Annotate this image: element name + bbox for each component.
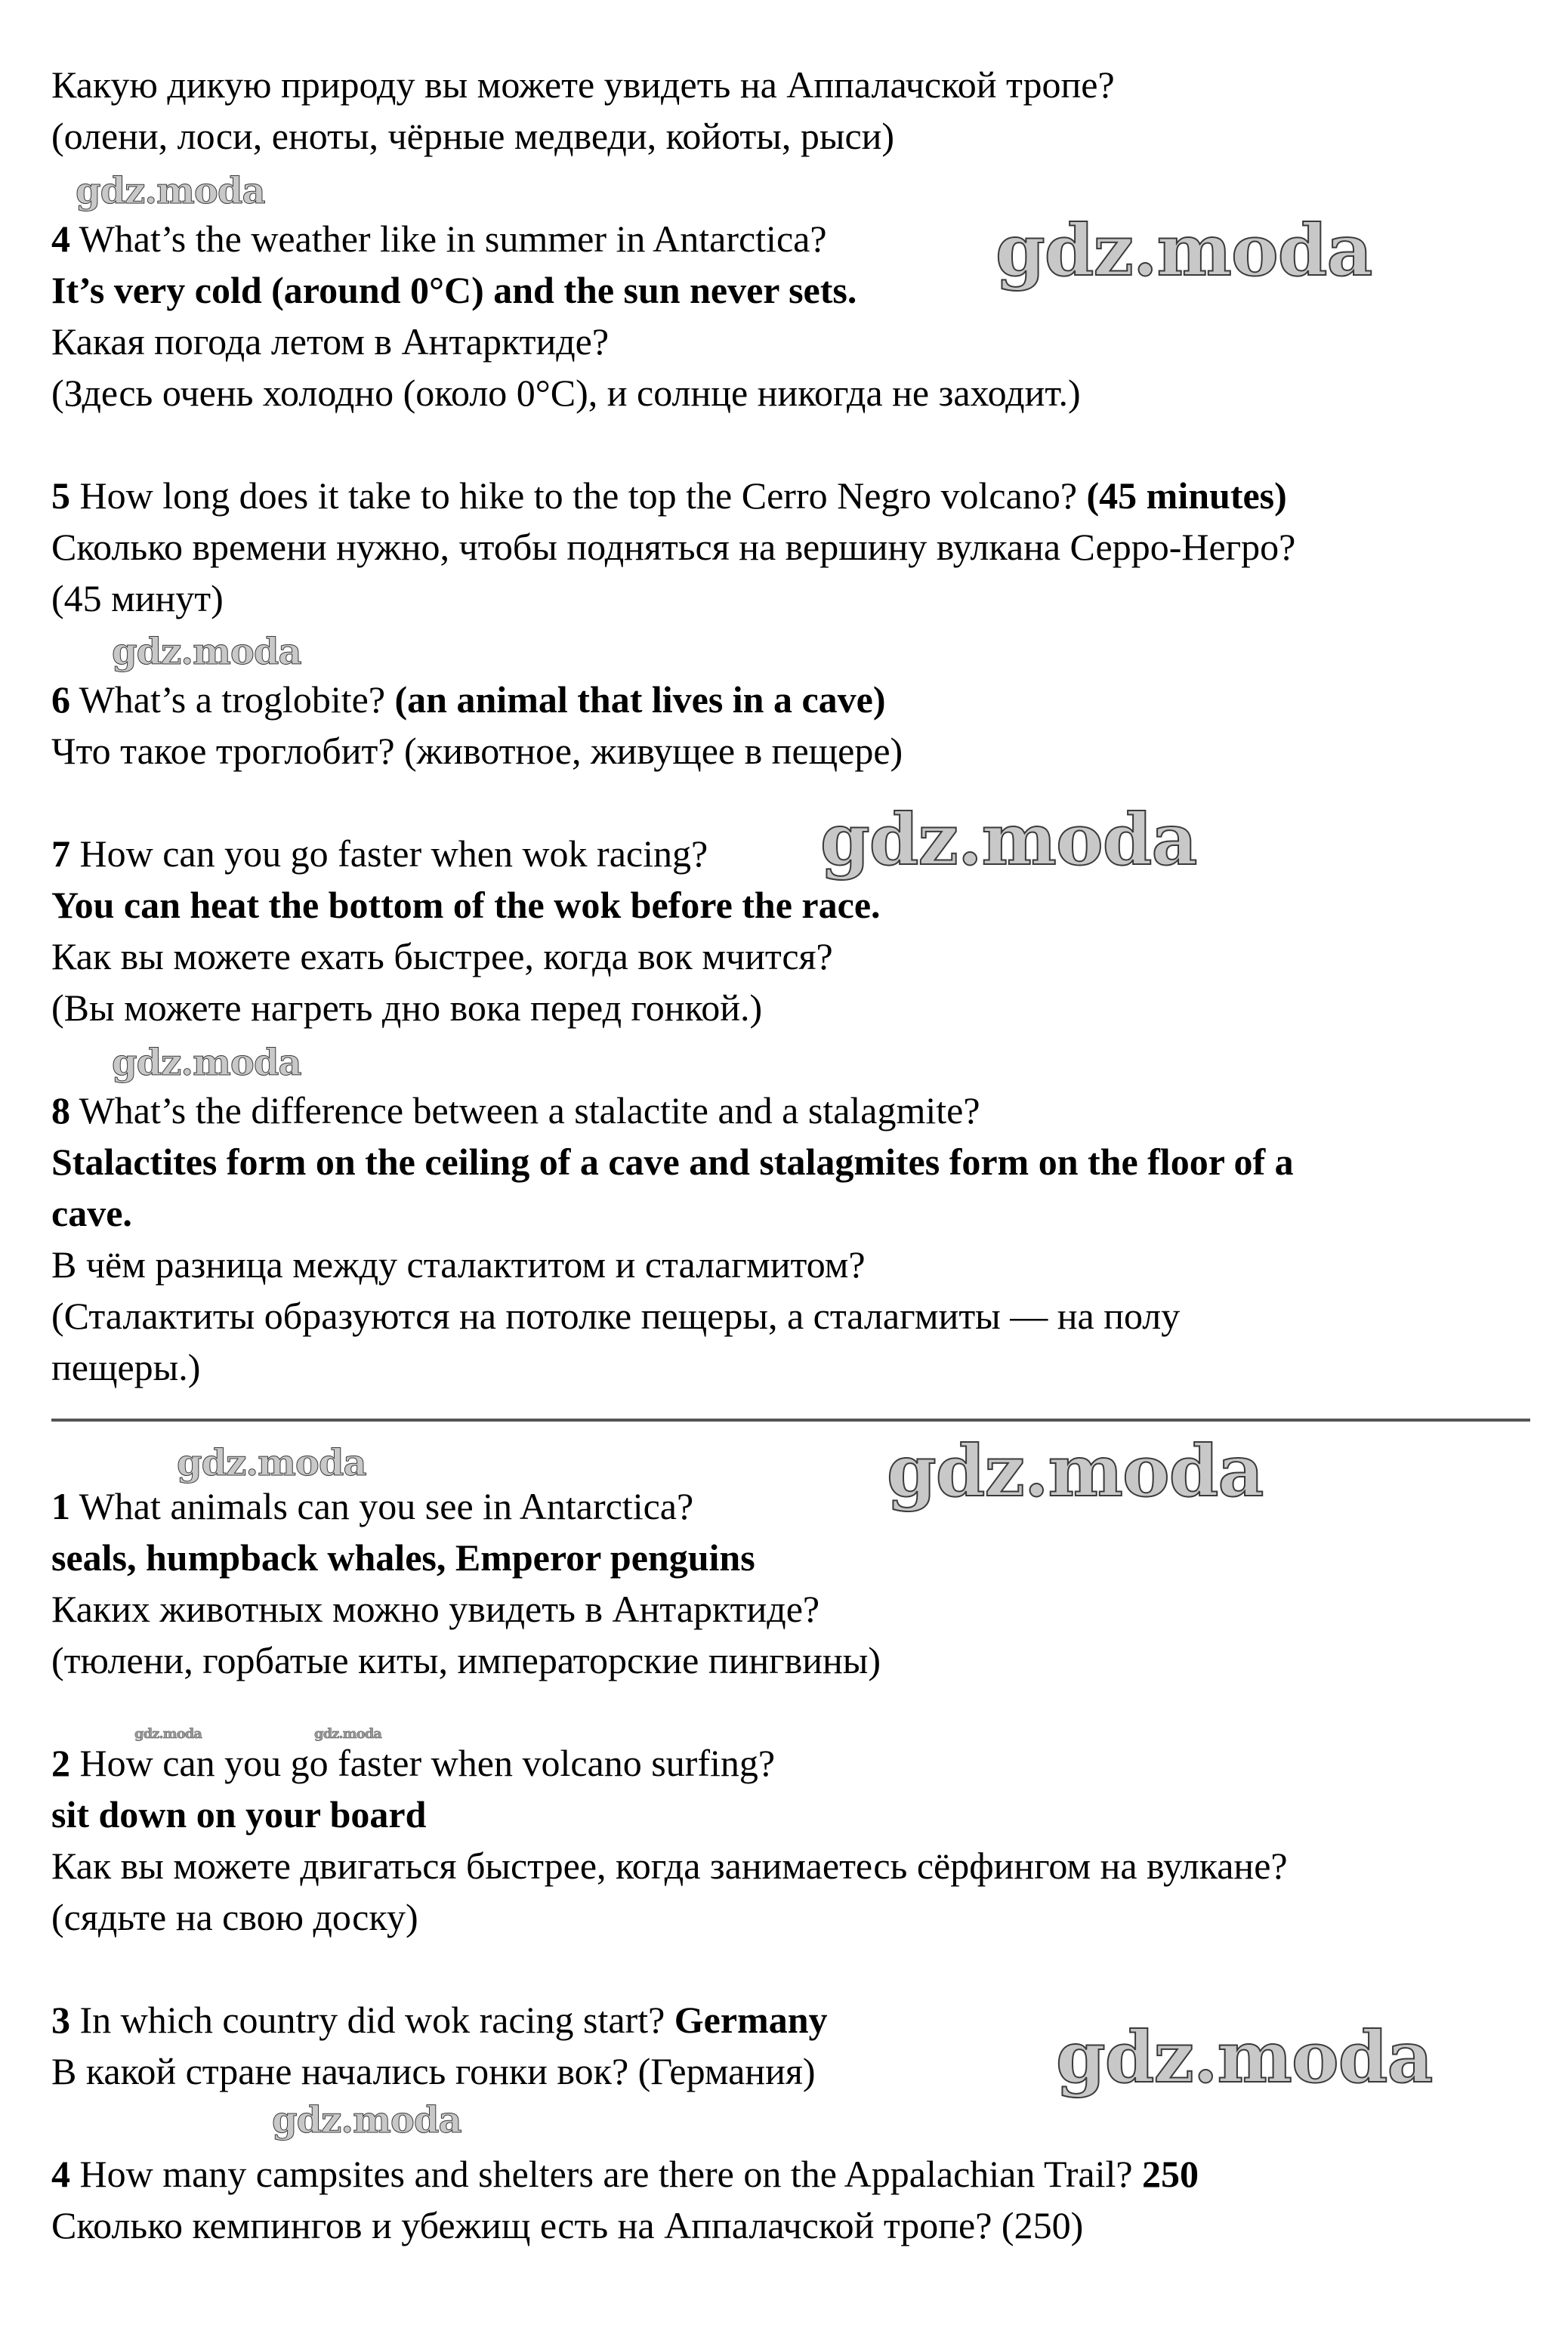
- s2-q1-answer-en: seals, humpback whales, Emperor penguins: [51, 1536, 755, 1579]
- watermark: gdz.moda: [177, 1442, 366, 1484]
- q7-number: 7: [51, 832, 70, 875]
- watermark: gdz.moda: [1056, 2016, 1433, 2099]
- s2-q3-question-en: [51, 1994, 828, 2045]
- q8-number: 8: [51, 1089, 70, 1132]
- q5-answer-en: (45 minutes): [1086, 474, 1287, 517]
- q8-answer-ru-line2: пещеры.): [51, 1346, 201, 1388]
- watermark: gdz.moda: [314, 1726, 381, 1742]
- s2-q4-number: 4: [51, 2153, 70, 2195]
- q6-question-text: What’s a troglobite?: [79, 678, 386, 721]
- s2-q1-question-text: What animals can you see in Antarctica?: [79, 1485, 694, 1527]
- q4-number: 4: [51, 218, 70, 260]
- q3-question-ru: Какую дикую природу вы можете увидеть на Аппалачской тропе?: [51, 63, 1115, 106]
- watermark: gdz.moda: [112, 631, 301, 673]
- q3-answer-ru: (олени, лоси, еноты, чёрные медведи, койоты, рыси): [51, 115, 895, 157]
- watermark: gdz.moda: [134, 1726, 202, 1742]
- watermark: gdz.moda: [112, 1042, 301, 1084]
- q6-answer-en: (an animal that lives in a cave): [394, 678, 886, 721]
- q4-question-ru: Какая погода летом в Антарктиде?: [51, 320, 610, 363]
- q8-question-text: What’s the difference between a stalactite and a stalagmite?: [79, 1089, 980, 1132]
- q7-answer-ru: (Вы можете нагреть дно вока перед гонкой.): [51, 986, 763, 1029]
- s2-q3-question-ru: В какой стране начались гонки вок? (Германия): [51, 2050, 816, 2092]
- s2-q1-question-ru: Каких животных можно увидеть в Антарктиде?: [51, 1588, 820, 1630]
- q8-answer-ru-line1: (Сталактиты образуются на потолке пещеры, а сталагмиты — на полу: [51, 1295, 1181, 1337]
- s2-q4-question-ru: Сколько кемпингов и убежищ есть на Аппалачской тропе? (250): [51, 2204, 1084, 2246]
- s2-q4-question-en: [51, 2148, 1199, 2200]
- s2-q2-question-en: [51, 1737, 775, 1789]
- q5-question-ru: Сколько времени нужно, чтобы подняться на вершину вулкана Серро-Негро?: [51, 526, 1296, 568]
- q4-question-en: [51, 213, 827, 264]
- s2-q3-question-text: In which country did wok racing start?: [79, 1999, 665, 2041]
- watermark: gdz.moda: [820, 798, 1197, 881]
- q4-answer-en: It’s very cold (around 0°C) and the sun never sets.: [51, 269, 857, 311]
- q6-question-ru: Что такое троглобит? (животное, живущее в пещере): [51, 730, 903, 772]
- s2-q1-answer-ru: (тюлени, горбатые киты, императорские пингвины): [51, 1639, 881, 1681]
- q8-question-ru: В чём разница между сталактитом и сталагмитом?: [51, 1243, 866, 1286]
- q6-number: 6: [51, 678, 70, 721]
- q8-question-en: [51, 1085, 980, 1136]
- watermark: gdz.moda: [887, 1430, 1264, 1513]
- s2-q2-question-ru: Как вы можете двигаться быстрее, когда занимаетесь сёрфингом на вулкане?: [51, 1845, 1288, 1887]
- s2-q2-answer-en: sit down on your board: [51, 1793, 427, 1836]
- q4-question-text: What’s the weather like in summer in Antarctica?: [79, 218, 827, 260]
- q5-question-en: [51, 470, 1287, 521]
- s2-q3-answer-en: Germany: [674, 1999, 828, 2041]
- q4-answer-ru: (Здесь очень холодно (около 0°C), и солнце никогда не заходит.): [51, 372, 1081, 414]
- q7-question-text: How can you go faster when wok racing?: [79, 832, 708, 875]
- s2-q3-number: 3: [51, 1999, 70, 2041]
- s2-q2-number: 2: [51, 1742, 70, 1784]
- s2-q2-answer-ru: (сядьте на свою доску): [51, 1896, 418, 1938]
- s2-q2-question-text: How can you go faster when volcano surfing?: [79, 1742, 776, 1784]
- s2-q1-number: 1: [51, 1485, 70, 1527]
- section-divider: [51, 1419, 1530, 1422]
- q6-question-en: [51, 674, 886, 725]
- s2-q4-question-text: How many campsites and shelters are there on the Appalachian Trail?: [79, 2153, 1133, 2195]
- watermark: gdz.moda: [76, 170, 265, 212]
- s2-q1-question-en: [51, 1480, 693, 1532]
- q8-answer-en-line1: Stalactites form on the ceiling of a cave and stalagmites form on the floor of a: [51, 1141, 1294, 1183]
- q5-number: 5: [51, 474, 70, 517]
- q5-question-text: How long does it take to hike to the top the Cerro Negro volcano?: [79, 474, 1078, 517]
- q7-answer-en: You can heat the bottom of the wok before the race.: [51, 884, 881, 926]
- q7-question-ru: Как вы можете ехать быстрее, когда вок мчится?: [51, 935, 833, 977]
- q7-question-en: [51, 828, 708, 879]
- watermark: gdz.moda: [272, 2099, 461, 2141]
- q8-answer-en-line2: cave.: [51, 1192, 132, 1234]
- s2-q4-answer-en: 250: [1142, 2153, 1199, 2195]
- q5-answer-ru: (45 минут): [51, 577, 224, 619]
- watermark: gdz.moda: [995, 209, 1372, 292]
